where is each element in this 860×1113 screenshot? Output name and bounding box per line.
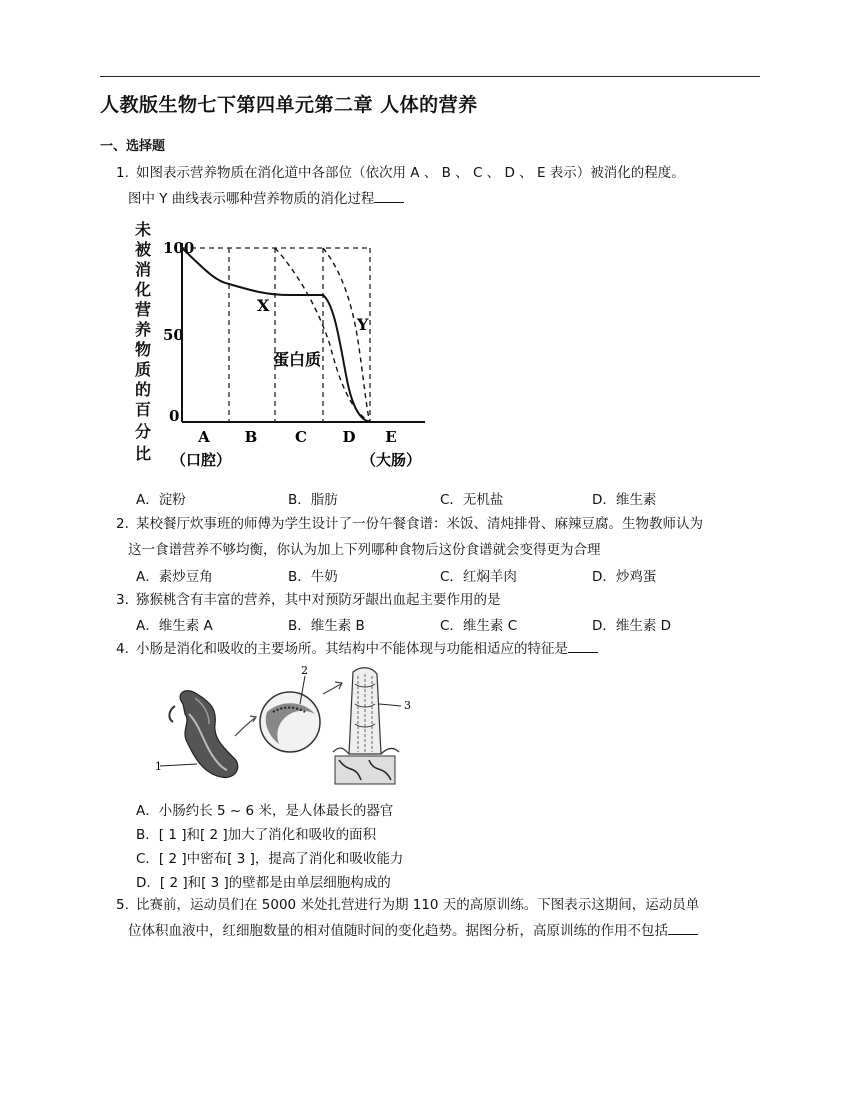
- section-heading: 一、选择题: [100, 139, 166, 154]
- question-text: 这一食谱营养不够均衡，你认为加上下列哪种食物后这份食谱就会变得更为合理: [128, 542, 601, 558]
- option-d[interactable]: D．维生素 D: [592, 618, 672, 634]
- y-label-char: 的: [134, 380, 152, 399]
- option-d[interactable]: D．维生素: [592, 492, 657, 508]
- x-sub-label-mouth: （口腔）: [171, 451, 232, 469]
- answer-blank: [668, 920, 698, 935]
- question-text: 小肠是消化和吸收的主要场所。其结构中不能体现与功能相适应的特征是: [136, 641, 568, 657]
- question-text: 猕猴桃含有丰富的营养，其中对预防牙龈出血起主要作用的是: [136, 592, 501, 608]
- x-axis-labels: [197, 428, 397, 446]
- option-c[interactable]: C．维生素 C: [440, 618, 518, 634]
- x-tick-label: C: [295, 428, 307, 446]
- question-text: 比赛前，运动员们在 5000 米处扎营进行为期 110 天的高原训练。下图表示这期间，运动员单: [136, 897, 700, 913]
- question-text: 图中 Y 曲线表示哪种营养物质的消化过程: [128, 191, 375, 207]
- curve-x: [182, 248, 370, 422]
- arrow-icon: [323, 682, 342, 694]
- question-5: [116, 892, 764, 944]
- question-1: [116, 160, 764, 212]
- arrow-icon: [235, 716, 256, 736]
- curve-y: [323, 248, 370, 422]
- question-number: 1.: [116, 165, 129, 181]
- y-tick-label: 100: [163, 239, 195, 257]
- x-tick-label: E: [385, 428, 397, 446]
- y-label-char: 比: [134, 444, 152, 463]
- option-d[interactable]: D．炒鸡蛋: [592, 569, 657, 585]
- question-text: 位体积血液中，红细胞数量的相对值随时间的变化趋势。据图分析，高原训练的作用不包括: [128, 923, 668, 939]
- answer-blank: [568, 638, 598, 653]
- figure-label-1: 1: [155, 760, 162, 773]
- y-label-char: 化: [134, 280, 152, 299]
- y-label-char: 百: [134, 400, 152, 419]
- x-sub-label-large-intestine: （大肠）: [361, 451, 422, 469]
- y-label-char: 养: [134, 320, 152, 339]
- curve-y-label: Y: [357, 315, 369, 334]
- x-tick-label: A: [198, 428, 210, 446]
- options-row: [136, 614, 756, 636]
- option-d[interactable]: D．[ 2 ]和[ 3 ]的壁都是由单层细胞构成的: [136, 875, 391, 891]
- option-b[interactable]: B．脂肪: [288, 492, 338, 508]
- option-a[interactable]: A．淀粉: [136, 492, 186, 508]
- option-a[interactable]: A．小肠约长 5 ~ 6 米，是人体最长的器官: [136, 803, 394, 819]
- question-2: [116, 511, 764, 563]
- y-label-char: 消: [134, 260, 152, 279]
- question-number: 3.: [116, 592, 129, 608]
- page-title: 人教版生物七下第四单元第二章 人体的营养: [100, 94, 478, 116]
- villus-drawing: [333, 668, 399, 784]
- header-rule: [100, 76, 760, 77]
- question-number: 5.: [116, 897, 129, 913]
- figure-label-2: 2: [301, 664, 308, 677]
- y-label-char: 被: [134, 240, 152, 259]
- leader-line-1: [160, 764, 197, 766]
- option-a[interactable]: A．维生素 A: [136, 618, 213, 634]
- question-number: 4.: [116, 641, 129, 657]
- y-label-char: 物: [134, 340, 152, 359]
- option-c[interactable]: C．无机盐: [440, 492, 504, 508]
- question-text: 如图表示营养物质在消化道中各部位（依次用 A 、 B 、 C 、 D 、 E 表示）被消化的程度。: [136, 165, 685, 181]
- question-text: 某校餐厅炊事班的师傅为学生设计了一份午餐食谱：米饭、清炖排骨、麻辣豆腐。生物教师认为: [136, 516, 703, 532]
- y-label-char: 分: [134, 422, 152, 441]
- option-b[interactable]: B．维生素 B: [288, 618, 365, 634]
- option-c[interactable]: C．红焖羊肉: [440, 569, 517, 585]
- y-axis-label: [134, 220, 152, 463]
- curve-x-label: X: [257, 296, 270, 315]
- y-tick-label: 0: [169, 407, 180, 425]
- question-3: [116, 587, 764, 613]
- question-4: [116, 636, 764, 662]
- leader-line-3: [379, 704, 401, 706]
- y-label-char: 营: [134, 300, 152, 319]
- figure-label-3: 3: [404, 699, 411, 712]
- question-number: 2.: [116, 516, 129, 532]
- option-b[interactable]: B．牛奶: [288, 569, 338, 585]
- option-a[interactable]: A．素炒豆角: [136, 569, 213, 585]
- curve-protein-label: 蛋白质: [273, 350, 322, 369]
- options-row: [136, 565, 756, 587]
- option-c[interactable]: C．[ 2 ]中密布[ 3 ]，提高了消化和吸收能力: [136, 851, 404, 867]
- digestion-chart: [125, 215, 445, 475]
- y-label-char: 未: [134, 220, 152, 239]
- x-tick-label: D: [342, 428, 356, 446]
- answer-blank: [374, 188, 404, 203]
- x-tick-label: B: [244, 428, 258, 446]
- option-b[interactable]: B．[ 1 ]和[ 2 ]加大了消化和吸收的面积: [136, 827, 377, 843]
- options-row: [136, 488, 756, 510]
- fold-magnified-drawing: [260, 692, 320, 752]
- small-intestine-figure: [155, 664, 425, 792]
- y-tick-label: 50: [163, 326, 184, 344]
- y-label-char: 质: [134, 360, 152, 379]
